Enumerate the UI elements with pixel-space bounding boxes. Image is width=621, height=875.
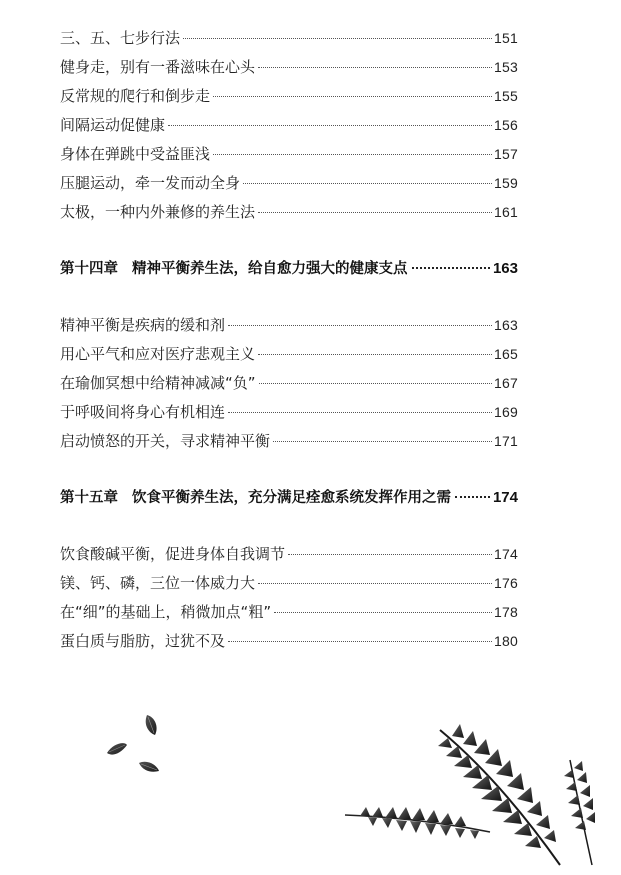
toc-entry-page: 171 [494, 433, 518, 449]
toc-entry-title: 蛋白质与脂肪，过犹不及 [60, 632, 226, 650]
toc-entry-page: 169 [494, 404, 518, 420]
toc-entry-page: 174 [494, 546, 518, 562]
toc-entry[interactable] [60, 569, 518, 598]
toc-entry[interactable] [60, 340, 518, 369]
toc-entry-page: 165 [494, 346, 518, 362]
dot-leader [412, 267, 490, 269]
dot-leader [273, 441, 492, 442]
chapter-heading[interactable] [60, 254, 518, 284]
toc-entry-title: 在瑜伽冥想中给精神减减“负” [60, 374, 256, 392]
toc-entry-page: 161 [494, 204, 518, 220]
dot-leader [213, 96, 492, 97]
toc-entry-title: 太极，一种内外兼修的养生法 [60, 203, 256, 221]
toc-entry-page: 156 [494, 117, 518, 133]
toc-entry-title: 于呼吸间将身心有机相连 [60, 403, 226, 421]
dot-leader [258, 583, 492, 584]
dot-leader [183, 38, 492, 39]
toc-entry[interactable] [60, 169, 518, 198]
toc-entry-title: 三、五、七步行法 [60, 29, 181, 47]
toc-entry-title: 压腿运动，牵一发而动全身 [60, 174, 241, 192]
toc-entry[interactable] [60, 82, 518, 111]
dot-leader [228, 325, 492, 326]
chapter-heading[interactable] [60, 483, 518, 513]
toc-entry-title: 身体在弹跳中受益匪浅 [60, 145, 211, 163]
dot-leader [288, 554, 492, 555]
toc-entry[interactable] [60, 627, 518, 656]
toc-entry-page: 163 [494, 317, 518, 333]
toc-entry[interactable] [60, 427, 518, 456]
toc-entry[interactable] [60, 111, 518, 140]
toc-entry[interactable] [60, 598, 518, 627]
toc-entry-page: 167 [494, 375, 518, 391]
toc-entry[interactable] [60, 198, 518, 227]
toc-entry-page: 176 [494, 575, 518, 591]
dot-leader [455, 496, 490, 498]
toc-entry[interactable] [60, 24, 518, 53]
toc-entry[interactable] [60, 369, 518, 398]
toc-entry-title: 在“细”的基础上，稍微加点“粗” [60, 603, 272, 621]
toc-entry-page: 153 [494, 59, 518, 75]
dot-leader [259, 383, 492, 384]
dot-leader [228, 641, 492, 642]
toc-entry[interactable] [60, 140, 518, 169]
toc-entry-title: 饮食酸碱平衡，促进身体自我调节 [60, 545, 286, 563]
toc-entry-title: 精神平衡是疾病的缓和剂 [60, 316, 226, 334]
table-of-contents [60, 24, 518, 656]
toc-entry-title: 启动愤怒的开关，寻求精神平衡 [60, 432, 271, 450]
toc-entry[interactable] [60, 540, 518, 569]
fern-branches-illustration [330, 720, 610, 874]
chapter-page: 163 [492, 260, 518, 277]
toc-entry-page: 157 [494, 146, 518, 162]
dot-leader [228, 412, 492, 413]
dot-leader [258, 67, 492, 68]
chapter-title: 饮食平衡养生法，充分满足痊愈系统发挥作用之需 [132, 490, 451, 506]
toc-entry-title: 用心平气和应对医疗悲观主义 [60, 345, 256, 363]
toc-entry-title: 间隔运动促健康 [60, 116, 166, 134]
toc-entry-title: 健身走，别有一番滋味在心头 [60, 58, 256, 76]
toc-entry-page: 159 [494, 175, 518, 191]
toc-entry-page: 155 [494, 88, 518, 104]
toc-entry[interactable] [60, 398, 518, 427]
dot-leader [213, 154, 492, 155]
dot-leader [243, 183, 492, 184]
toc-entry-page: 151 [494, 30, 518, 46]
toc-entry-title: 镁、钙、磷，三位一体威力大 [60, 574, 256, 592]
toc-entry[interactable] [60, 311, 518, 340]
falling-leaves-illustration [95, 705, 175, 784]
dot-leader [258, 354, 492, 355]
chapter-title: 精神平衡养生法，给自愈力强大的健康支点 [132, 261, 408, 277]
dot-leader [274, 612, 492, 613]
dot-leader [168, 125, 492, 126]
toc-entry-page: 178 [494, 604, 518, 620]
toc-entry[interactable] [60, 53, 518, 82]
chapter-number: 第十五章 [60, 490, 118, 506]
dot-leader [258, 212, 492, 213]
toc-entry-title: 反常规的爬行和倒步走 [60, 87, 211, 105]
chapter-number: 第十四章 [60, 261, 118, 277]
toc-entry-page: 180 [494, 633, 518, 649]
chapter-page: 174 [492, 489, 518, 506]
